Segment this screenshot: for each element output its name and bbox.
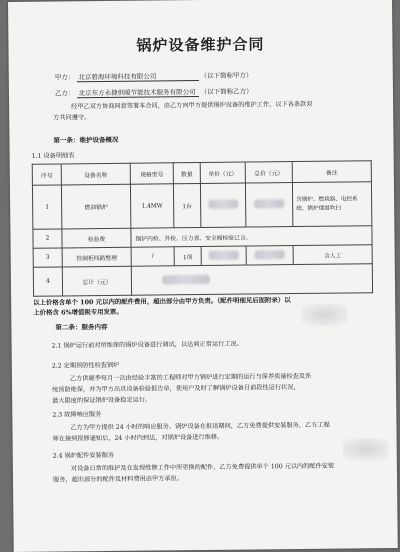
redaction-mark xyxy=(209,250,239,259)
clause-2-1: 2.1 锅炉运行前对所维保的锅炉设备进行调试，以达到正常运行工况。 xyxy=(51,340,243,350)
row1-total-price-redacted xyxy=(245,183,292,227)
row3-no: 3 xyxy=(33,248,62,267)
row1-remark xyxy=(292,182,371,227)
row2-name: 检验费 xyxy=(62,228,131,248)
header-model: 规格型号 xyxy=(130,163,173,184)
clause-2-4-heading: 2.4 锅炉配件安装服务 xyxy=(52,451,115,460)
table-row xyxy=(33,264,372,297)
row1-model: 1.4MW xyxy=(130,184,173,228)
clause-2-2-line-2: 统预防维保，并为甲方出具设备检验报告单，使用户及时了解锅炉设备目前段性运行状况， xyxy=(52,383,300,394)
equipment-table xyxy=(32,160,373,297)
party-b-name: 北京东方永捷供暖节能技术服务有限公司 xyxy=(76,87,198,98)
row1-remark-line-2: 统、锅炉烟道吹扫 xyxy=(296,205,341,212)
row3-model: / xyxy=(131,247,174,266)
subsection-1-1: 1.1 设备明细表 xyxy=(31,152,75,160)
section-2-heading: 第二条：服务内容 xyxy=(55,322,108,332)
redaction-mark xyxy=(162,274,210,284)
row1-remark-line-1: 含锅炉、燃烧器、电控系 xyxy=(296,195,358,203)
party-b-line xyxy=(55,86,253,98)
price-note-line-1: 以上价格含单个 100 元以内的配件费用，超出部分由甲方负责。（配件明细见后面附录）以 xyxy=(33,296,291,307)
clause-2-4-line-1: 对设备日常的维护及在发现维修工作中所更换的配件，乙方免费提供单个 100 元以内的配件安装 xyxy=(70,462,335,473)
redaction-mark xyxy=(208,200,238,209)
clause-2-3-heading: 2.3 故障响应服务 xyxy=(52,411,102,419)
party-a-suffix: （以下简称甲方） xyxy=(200,71,253,80)
clause-2-2-heading: 2.2 定期预防性检查锅炉 xyxy=(51,361,120,370)
header-total-price: 总价（元） xyxy=(245,162,292,183)
clause-2-3-line-1: 乙方为甲方提供 24 小时的响应服务。锅炉设备在报送期间，乙方免费提供安装服务，乙方工程 xyxy=(70,421,330,432)
redaction-mark xyxy=(254,199,284,208)
party-a-line xyxy=(55,70,253,82)
clause-2-4-line-2: 服务，超出部分的配件及材料费用由甲方承担。 xyxy=(52,475,183,484)
redaction-mark xyxy=(255,250,285,259)
intro-paragraph xyxy=(53,98,373,123)
section-1-heading: 第一条：维护设备概况 xyxy=(53,135,119,145)
header-name: 设备名称 xyxy=(61,163,130,185)
header-no: 序号 xyxy=(32,164,61,185)
row1-unit-price-redacted xyxy=(200,183,245,227)
header-qty: 数量 xyxy=(173,163,200,184)
clause-2-2-line-3: 最大限度的保证锅炉设备稳定运行。 xyxy=(52,396,152,405)
row3-total-price-redacted xyxy=(246,246,293,265)
row4-name: 总计（元） xyxy=(62,266,131,296)
row3-unit-price-redacted xyxy=(201,246,246,265)
clause-2-4-text xyxy=(53,460,383,485)
clause-2-2-text xyxy=(52,370,382,406)
row1-no: 1 xyxy=(32,185,61,229)
header-unit-price: 单价（元） xyxy=(200,162,245,183)
row2-merged-text: 锅炉内检、外检、压力表、安全阀检验已含。 xyxy=(131,226,372,248)
contract-page xyxy=(8,0,398,552)
party-a-label: 甲方： xyxy=(54,73,75,82)
row1-name: 燃油锅炉 xyxy=(61,184,130,229)
stamp-smudge xyxy=(301,303,347,325)
row3-qty: 1项 xyxy=(174,247,201,266)
stamp-smudge xyxy=(343,438,389,460)
intro-line-1: 经甲乙双方协商同意签署本合同，由乙方向甲方提供锅炉设备的维护工作，以下各条款双 xyxy=(71,100,313,111)
party-a-name: 北京碧海环境科技有限公司 xyxy=(76,71,198,82)
clause-2-3-text xyxy=(52,419,382,444)
row1-qty: 1台 xyxy=(173,184,200,228)
header-remark: 备注 xyxy=(292,161,371,183)
document-title: 锅炉设备维护合同 xyxy=(136,35,265,55)
intro-line-2: 方共同遵守。 xyxy=(53,114,91,122)
clause-2-2-line-1: 乙方供暖季每月一次由经验丰富的工程师对甲方锅炉进行定期的运行与保养质量检查及系 xyxy=(69,372,312,383)
row4-no: 4 xyxy=(33,267,62,296)
party-b-suffix: （以下简称乙方） xyxy=(200,87,253,96)
row2-no: 2 xyxy=(33,229,62,248)
table-row xyxy=(32,182,371,230)
party-b-label: 乙方： xyxy=(54,89,75,98)
clause-2-3-line-2: 师在接到报修通知后，24 小时内到达，对锅炉设备进行维修。 xyxy=(52,433,224,443)
row3-remark: 含人工 xyxy=(293,245,372,265)
row4-total-redacted xyxy=(131,264,372,296)
price-note-line-2: 上价格含 6%增值税专用发票。 xyxy=(33,307,123,317)
row3-name: 控制柜线路整理 xyxy=(62,247,131,267)
